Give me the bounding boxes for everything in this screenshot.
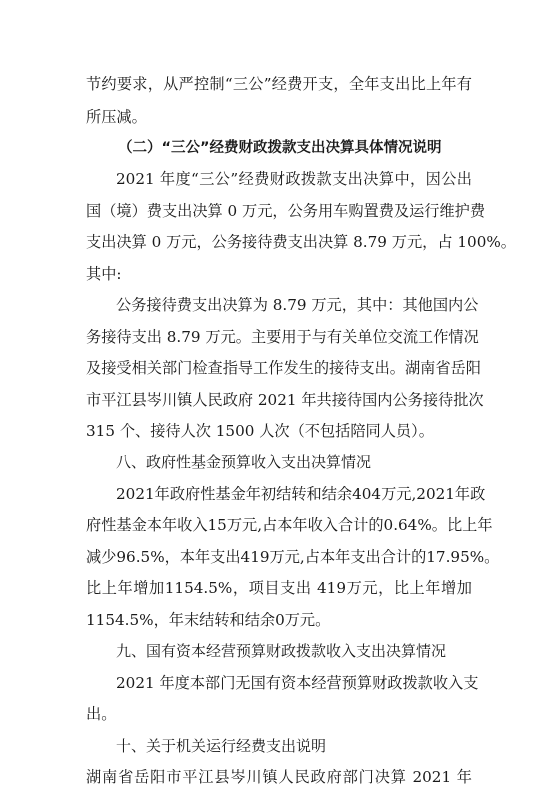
paragraph-line: 公务接待费支出决算为 8.79 万元，其中：其他国内公 — [116, 296, 479, 314]
paragraph-line: 其中: — [86, 265, 122, 283]
paragraph-line: 节约要求，从严控制“三公”经费开支，全年支出比上年有 — [86, 75, 472, 93]
paragraph-line: 国（境）费支出决算 0 万元，公务用车购置费及运行维护费 — [86, 202, 486, 220]
paragraph-line: 1154.5%，年末结转和结余0万元。 — [86, 611, 331, 629]
paragraph-line: 支出决算 0 万元，公务接待费支出决算 8.79 万元，占 100%。 — [86, 233, 516, 251]
paragraph-line: 比上年增加1154.5%，项目支出 419万元，比上年增加 — [86, 579, 472, 597]
paragraph-line: 务接待支出 8.79 万元。主要用于与有关单位交流工作情况 — [86, 328, 479, 346]
section-heading: 八、政府性基金预算收入支出决算情况 — [116, 453, 372, 471]
paragraph-line: 减少96.5%，本年支出419万元,占本年支出合计的17.95%。 — [86, 548, 500, 566]
paragraph-line: 出。 — [86, 705, 117, 723]
paragraph-line: 市平江县岑川镇人民政府 2021 年共接待国内公务接待批次 — [86, 391, 484, 409]
paragraph-line: 2021 年度本部门无国有资本经营预算财政拨款收入支 — [116, 674, 479, 692]
paragraph-line: 2021年政府性基金年初结转和结余404万元,2021年政 — [116, 485, 486, 503]
section-heading: 九、国有资本经营预算财政拨款收入支出决算情况 — [116, 642, 447, 660]
paragraph-line: 315 个、接待人次 1500 人次（不包括陪同人员）。 — [86, 422, 434, 440]
paragraph-line: 府性基金本年收入15万元,占本年收入合计的0.64%。比上年 — [86, 516, 493, 534]
paragraph-line: 湖南省岳阳市平江县岑川镇人民政府部门决算 2021 年 — [86, 768, 472, 786]
section-heading: 十、关于机关运行经费支出说明 — [116, 737, 327, 755]
section-subheading: （二）“三公”经费财政拨款支出决算具体情况说明 — [118, 140, 442, 156]
paragraph-line: 2021 年度“三公”经费财政拨款支出决算中，因公出 — [116, 170, 472, 188]
paragraph-line: 所压减。 — [86, 108, 147, 126]
paragraph-line: 及接受相关部门检查指导工作发生的接待支出。湖南省岳阳 — [86, 359, 481, 377]
